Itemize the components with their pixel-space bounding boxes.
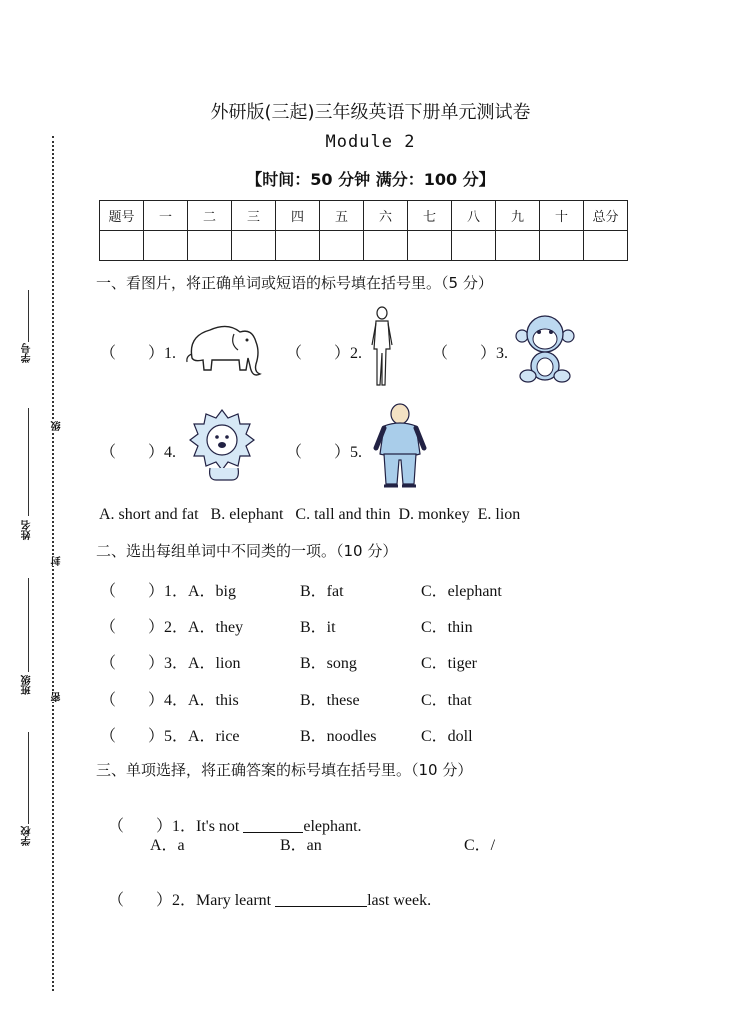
score-cell[interactable]	[276, 231, 320, 261]
answer-paren[interactable]: （ ）	[108, 818, 173, 835]
score-header-cell: 总分	[584, 201, 628, 231]
score-header-cell: 一	[144, 201, 188, 231]
s2-row5-num	[100, 723, 188, 746]
score-table	[99, 200, 628, 261]
s3-q1-option-b: B．an	[280, 837, 322, 854]
score-cell[interactable]	[188, 231, 232, 261]
section3-heading: 三、单项选择，将正确答案的标号填在括号里。（10 分）	[96, 761, 473, 779]
section1-options: A. short and fat B. elephant C. tall and thin D. monkey E. lion	[99, 506, 521, 523]
score-cell[interactable]	[584, 231, 628, 261]
s2-row3-num	[100, 650, 188, 673]
seal-word-3: 密	[52, 692, 63, 702]
school-line	[28, 732, 29, 824]
item-number: 4．	[164, 692, 189, 709]
answer-paren[interactable]: （ ）	[100, 444, 165, 461]
score-header-cell: 题号	[100, 201, 144, 231]
s2-row2-a: A．they	[188, 619, 244, 636]
q2-text-after: last week.	[367, 892, 432, 909]
score-header-cell: 十	[540, 201, 584, 231]
s2-row4-b: B．these	[300, 692, 360, 709]
seal-word-1: 级	[52, 421, 63, 431]
name-line	[28, 408, 29, 516]
answer-paren[interactable]: （ ）	[432, 345, 497, 362]
item-number: 4.	[164, 444, 177, 461]
answer-paren[interactable]: （ ）	[108, 892, 173, 909]
s2-row4-a: A．this	[188, 692, 239, 709]
s2-row1-b: B．fat	[300, 583, 344, 600]
item-number: 2．	[172, 892, 197, 909]
s2-row5-c: C．doll	[421, 728, 473, 745]
q2-text-before: Mary learnt	[196, 892, 276, 909]
score-table-score-row	[100, 231, 628, 261]
score-header-cell: 五	[320, 201, 364, 231]
s2-row3-a: A．lion	[188, 655, 241, 672]
s2-row5-b: B．noodles	[300, 728, 377, 745]
s2-row2-c: C．thin	[421, 619, 473, 636]
item-number: 3.	[496, 345, 509, 362]
score-cell[interactable]	[540, 231, 584, 261]
s1-item4-label	[100, 439, 176, 462]
q1-text-after: elephant.	[303, 818, 362, 835]
score-cell[interactable]	[452, 231, 496, 261]
name-label: 姓名	[22, 520, 33, 540]
score-header-cell: 九	[496, 201, 540, 231]
s2-row1-num	[100, 578, 188, 601]
score-table-header-row	[100, 201, 628, 231]
time-score-info: 【时间：50 分钟 满分：100 分】	[246, 170, 495, 189]
score-header-cell: 四	[276, 201, 320, 231]
answer-paren[interactable]: （ ）	[100, 583, 165, 600]
exam-title: 外研版(三起)三年级英语下册单元测试卷	[210, 102, 531, 123]
s2-row3-c: C．tiger	[421, 655, 477, 672]
item-number: 1．	[172, 818, 197, 835]
score-cell[interactable]	[100, 231, 144, 261]
q2-blank[interactable]	[275, 892, 367, 907]
score-header-cell: 八	[452, 201, 496, 231]
s3-q2	[100, 869, 431, 910]
item-number: 5．	[164, 728, 189, 745]
score-cell[interactable]	[144, 231, 188, 261]
answer-paren[interactable]: （ ）	[286, 444, 351, 461]
q1-text-before: It's not	[196, 818, 244, 835]
elephant-image	[182, 318, 264, 378]
section2-heading: 二、选出每组单词中不同类的一项。（10 分）	[96, 542, 398, 560]
item-number: 3．	[164, 655, 189, 672]
score-cell[interactable]	[496, 231, 540, 261]
s2-row2-num	[100, 614, 188, 637]
student-id-label: 学号	[22, 343, 33, 363]
s2-row4-num	[100, 687, 188, 710]
s3-q1-option-c: C．/	[464, 837, 496, 854]
s2-row2-b: B．it	[300, 619, 336, 636]
item-number: 2．	[164, 619, 189, 636]
score-cell[interactable]	[232, 231, 276, 261]
short-fat-man-image	[370, 402, 430, 492]
answer-paren[interactable]: （ ）	[100, 692, 165, 709]
s1-item5-label	[286, 439, 362, 462]
answer-paren[interactable]: （ ）	[100, 619, 165, 636]
section1-heading: 一、看图片，将正确单词或短语的标号填在括号里。（5 分）	[96, 274, 493, 292]
s1-item2-label	[286, 340, 362, 363]
lion-image	[186, 408, 258, 484]
s2-row1-c: C．elephant	[421, 583, 502, 600]
s2-row4-c: C．that	[421, 692, 472, 709]
school-label: 学校	[22, 826, 33, 846]
score-header-cell: 二	[188, 201, 232, 231]
score-cell[interactable]	[408, 231, 452, 261]
item-number: 2.	[350, 345, 363, 362]
item-number: 1.	[164, 345, 177, 362]
item-number: 1．	[164, 583, 189, 600]
score-cell[interactable]	[364, 231, 408, 261]
s1-item1-label	[100, 340, 176, 363]
monkey-image	[514, 312, 576, 386]
answer-paren[interactable]: （ ）	[286, 345, 351, 362]
s3-q1	[100, 795, 362, 836]
answer-paren[interactable]: （ ）	[100, 655, 165, 672]
module-title: Module 2	[325, 132, 416, 152]
answer-paren[interactable]: （ ）	[100, 345, 165, 362]
s2-row3-b: B．song	[300, 655, 357, 672]
class-label: 班级	[22, 675, 33, 695]
s2-row1-a: A．big	[188, 583, 237, 600]
seal-word-2: 封	[52, 556, 63, 566]
class-line	[28, 578, 29, 672]
answer-paren[interactable]: （ ）	[100, 728, 165, 745]
s1-item3-label	[432, 340, 508, 363]
score-cell[interactable]	[320, 231, 364, 261]
student-id-line	[28, 290, 29, 342]
score-header-cell: 六	[364, 201, 408, 231]
score-header-cell: 三	[232, 201, 276, 231]
s3-q1-option-a: A．a	[150, 837, 185, 854]
s2-row5-a: A．rice	[188, 728, 240, 745]
tall-thin-man-image	[364, 305, 400, 389]
score-header-cell: 七	[408, 201, 452, 231]
item-number: 5.	[350, 444, 363, 461]
q1-blank[interactable]	[243, 818, 303, 833]
